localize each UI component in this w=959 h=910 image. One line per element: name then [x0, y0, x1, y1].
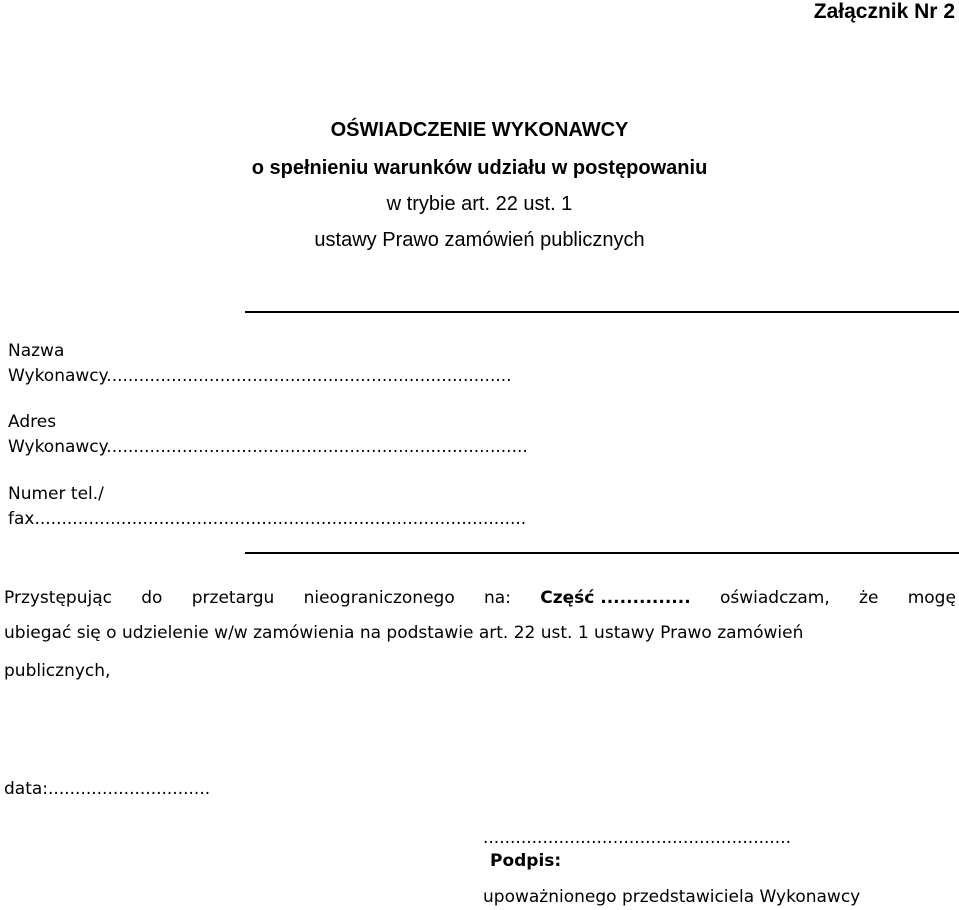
- bottom-divider: [245, 552, 959, 554]
- name-field: Wykonawcy...........................................................................: [8, 366, 512, 386]
- statement-word: mogę: [907, 588, 956, 608]
- document-subtitle-line1: o spełnieniu warunków udziału w postępowaniu: [251, 157, 708, 179]
- phone-label: Numer tel./: [8, 484, 104, 504]
- statement-word: oświadczam,: [719, 588, 830, 608]
- statement-word: Przystępując: [4, 588, 112, 608]
- document-subtitle-line3: ustawy Prawo zamówień publicznych: [314, 229, 645, 251]
- phone-field: fax...........................................................................................: [8, 509, 527, 529]
- document-title: OŚWIADCZENIE WYKONAWCY: [330, 119, 629, 141]
- address-label: Adres: [8, 412, 57, 432]
- statement-word: do: [141, 588, 163, 608]
- name-label: Nazwa: [8, 341, 65, 361]
- attachment-number: Załącznik Nr 2: [813, 0, 955, 23]
- statement-word: na:: [484, 588, 511, 608]
- signature-line: .........................................................: [483, 828, 792, 848]
- signature-description: upoważnionego przedstawiciela Wykonawcy: [483, 887, 861, 907]
- statement-word: przetargu: [191, 588, 275, 608]
- date-field: data:..............................: [4, 779, 211, 799]
- statement-line2: ubiegać się o udzielenie w/w zamówienia na podstawie art. 22 ust. 1 ustawy Prawo zamówień: [4, 623, 804, 643]
- signature-label: Podpis:: [490, 851, 562, 871]
- top-divider: [245, 311, 959, 313]
- part-number-field: Część ..............: [540, 588, 691, 608]
- address-field: Wykonawcy..............................................................................: [8, 437, 528, 457]
- statement-line1: [4, 586, 956, 610]
- statement-line3: publicznych,: [4, 661, 111, 681]
- statement-word: nieograniczonego: [303, 588, 455, 608]
- document-subtitle-line2: w trybie art. 22 ust. 1: [386, 193, 573, 215]
- statement-word: że: [859, 588, 879, 608]
